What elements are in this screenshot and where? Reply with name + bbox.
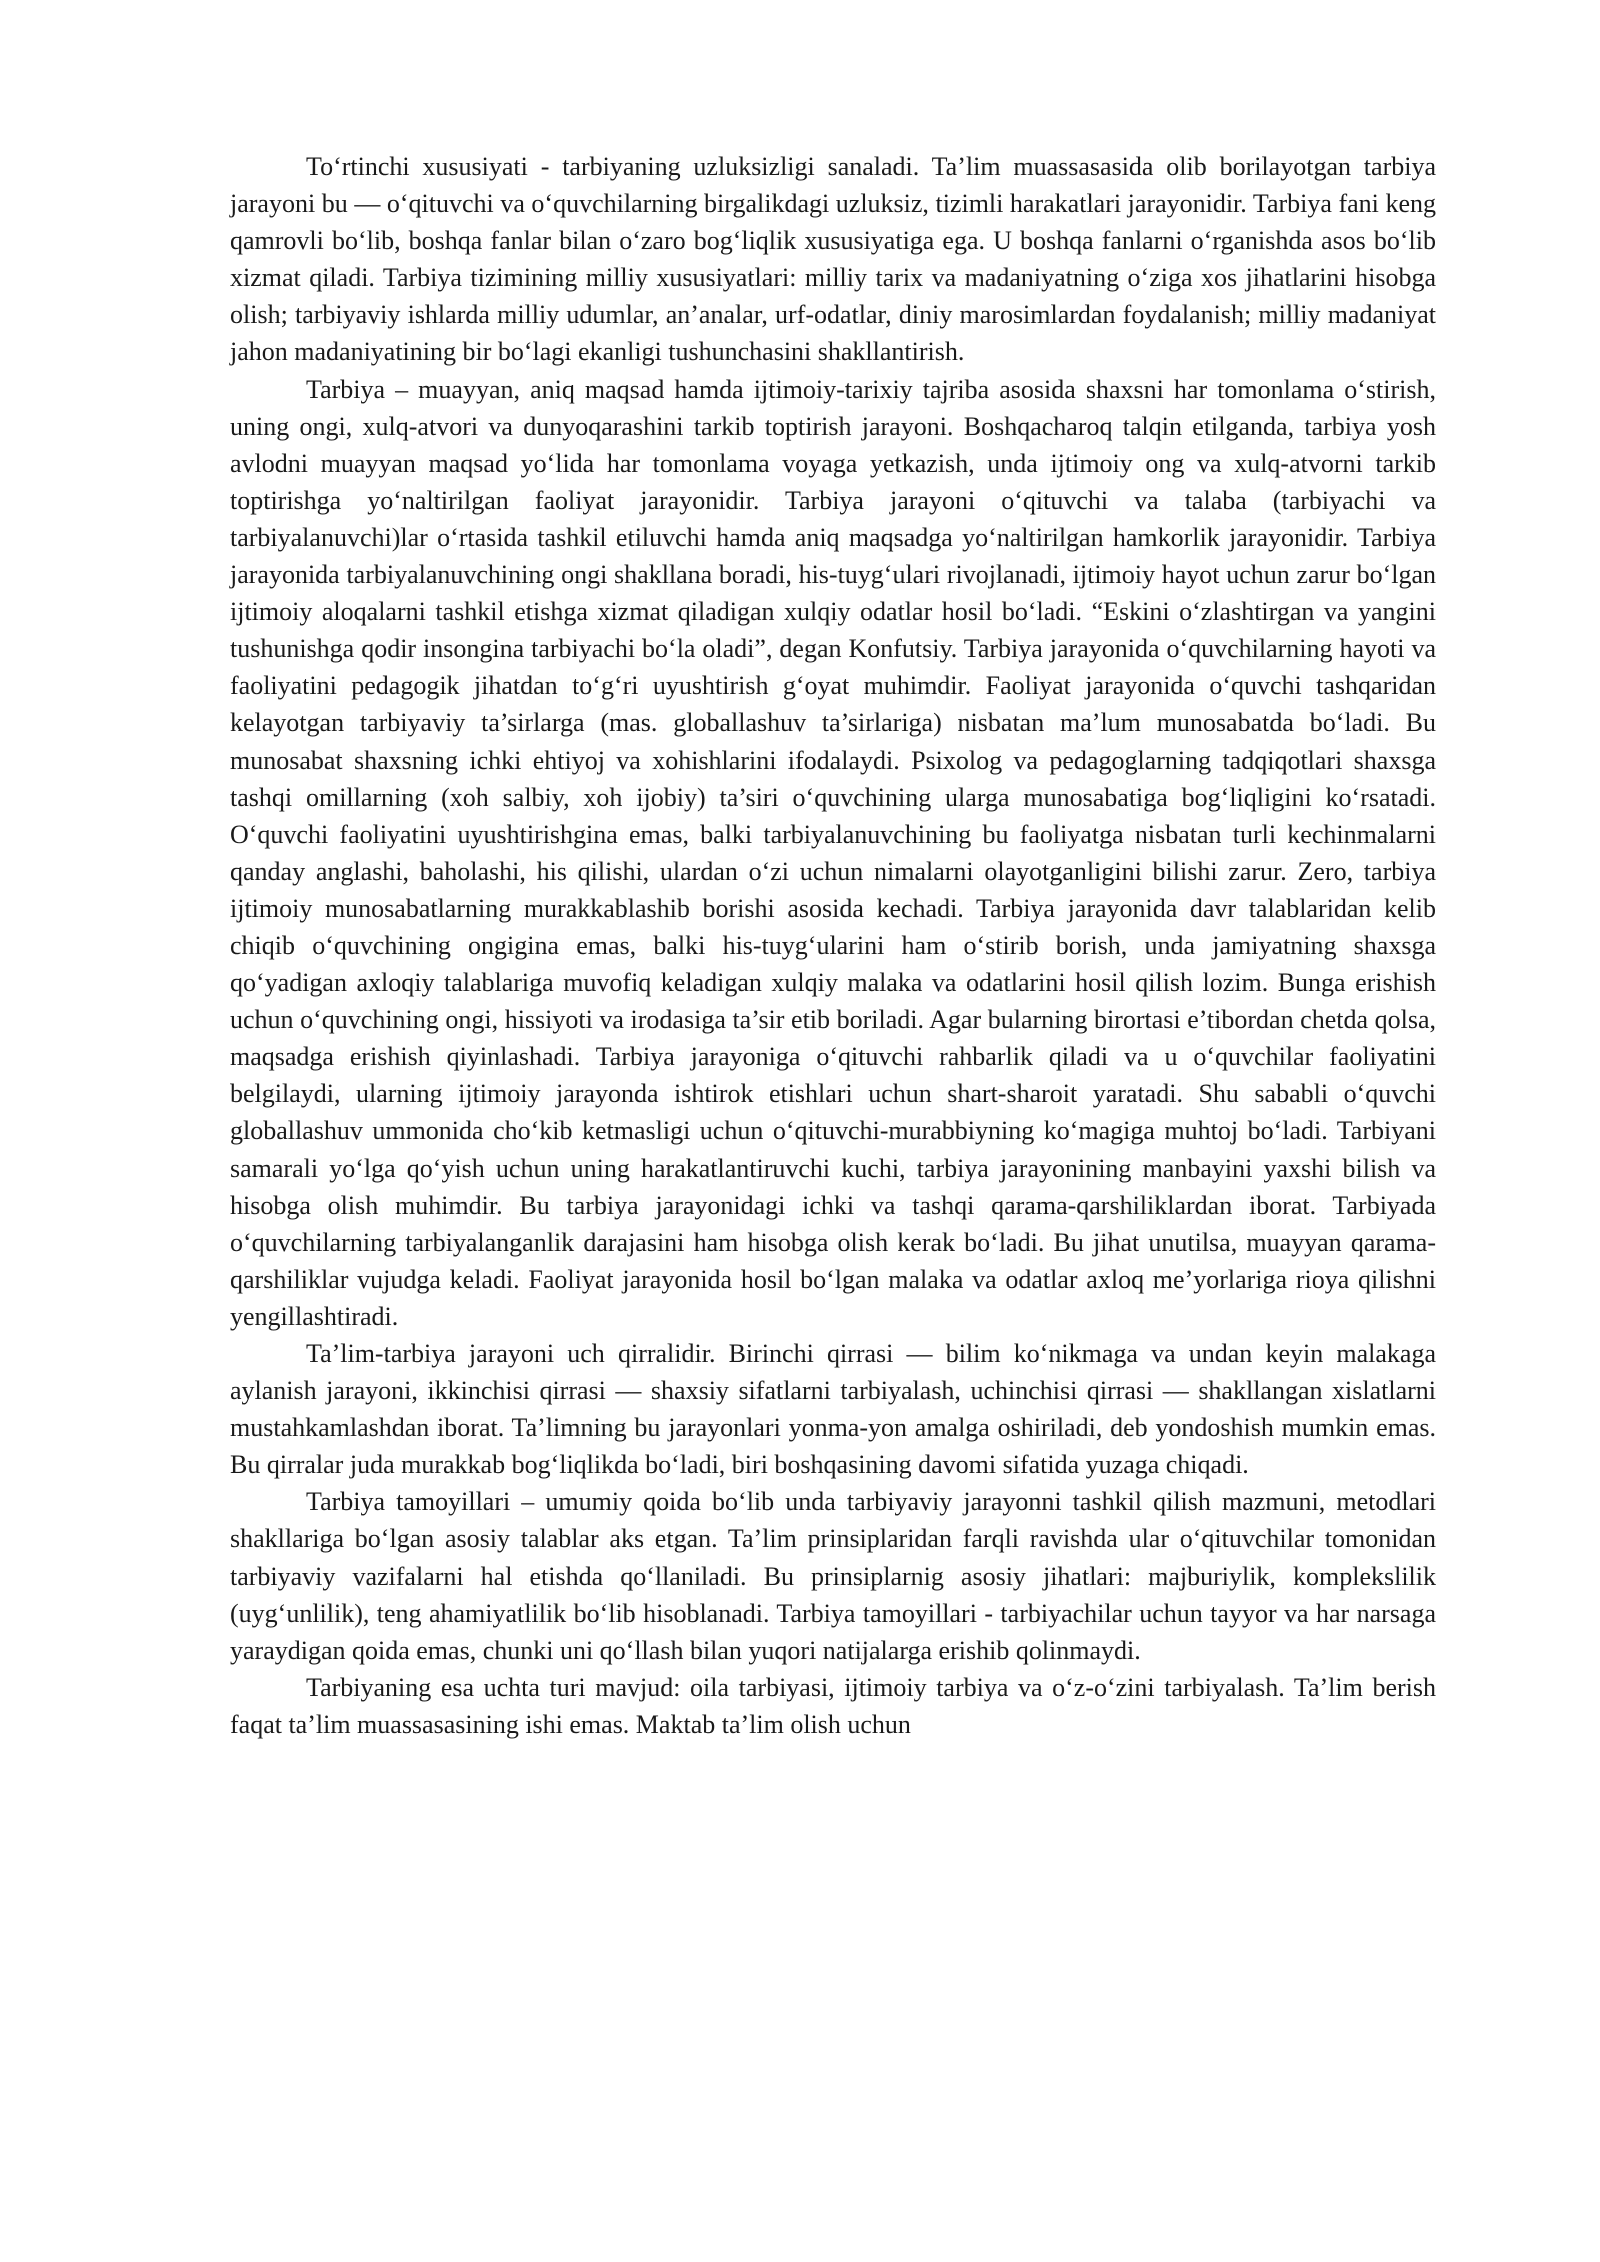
paragraph-1: To‘rtinchi xususiyati - tarbiyaning uzluksizligi sanaladi. Ta’lim muassasasida olib borilayotgan tarbiya jarayoni bu — o‘qituvchi va o‘quvchilarning birgalikdagi uzluksiz, tizimli harakatlari jarayonidir. Tarbiya fani keng qamrovli bo‘lib, boshqa fanlar bilan o‘zaro bog‘liqlik xususiyatiga ega. U boshqa fanlarni o‘rganishda asos bo‘lib xizmat qiladi. Tarbiya tizimining milliy xususiyatlari: milliy tarix va madaniyatning o‘ziga xos jihatlarini hisobga olish; tarbiyaviy ishlarda milliy udumlar, an’analar, urf-odatlar, diniy marosimlardan foydalanish; milliy madaniyat jahon madaniyatining bir bo‘lagi ekanligi tushunchasini shakllantirish.: [230, 152, 1436, 367]
paragraph-2: Tarbiya – muayyan, aniq maqsad hamda ijtimoiy-tarixiy tajriba asosida shaxsni har tomonlama o‘stirish, uning ongi, xulq-atvori va dunyoqarashini tarkib toptirish jarayoni. Boshqacharoq talqin etilganda, tarbiya yosh avlodni muayyan maqsad yo‘lida har tomonlama voyaga yetkazish, unda ijtimoiy ong va xulq-atvorni tarkib toptirishga yo‘naltirilgan faoliyat jarayonidir. Tarbiya jarayoni o‘qituvchi va talaba (tarbiyachi va tarbiyalanuvchi)lar o‘rtasida tashkil etiluvchi hamda aniq maqsadga yo‘naltirilgan hamkorlik jarayonidir. Tarbiya jarayonida tarbiyalanuvchining ongi shakllana boradi, his-tuyg‘ulari rivojlanadi, ijtimoiy hayot uchun zarur bo‘lgan ijtimoiy aloqalarni tashkil etishga xizmat qiladigan xulqiy odatlar hosil bo‘ladi. “Eskini o‘zlashtirgan va yangini tushunishga qodir insongina tarbiyachi bo‘la oladi”, degan Konfutsiy. Tarbiya jarayonida o‘quvchilarning hayoti va faoliyatini pedagogik jihatdan to‘g‘ri uyushtirish g‘oyat muhimdir. Faoliyat jarayonida o‘quvchi tashqaridan kelayotgan tarbiyaviy ta’sirlarga (mas. globallashuv ta’sirlariga) nisbatan ma’lum munosabatda bo‘ladi. Bu munosabat shaxsning ichki ehtiyoj va xohishlarini ifodalaydi. Psixolog va pedagoglarning tadqiqotlari shaxsga tashqi omillarning (xoh salbiy, xoh ijobiy) ta’siri o‘quvchining ularga munosabatiga bog‘liqligini ko‘rsatadi. O‘quvchi faoliyatini uyushtirishgina emas, balki tarbiyalanuvchining bu faoliyatga nisbatan turli kechinmalarni qanday anglashi, baholashi, his qilishi, ulardan o‘zi uchun nimalarni olayotganligini bilishi zarur. Zero, tarbiya ijtimoiy munosabatlarning murakkablashib borishi asosida kechadi. Tarbiya jarayonida davr talablaridan kelib chiqib o‘quvchining ongigina emas, balki his-tuyg‘ularini ham o‘stirib borish, unda jamiyatning shaxsga qo‘yadigan axloqiy talablariga muvofiq keladigan xulqiy malaka va odatlarini hosil qilish lozim. Bunga erishish uchun o‘quvchining ongi, hissiyoti va irodasiga ta’sir etib boriladi. Agar bularning birortasi e’tibordan chetda qolsa, maqsadga erishish qiyinlashadi. Tarbiya jarayoniga o‘qituvchi rahbarlik qiladi va u o‘quvchilar faoliyatini belgilaydi, ularning ijtimoiy jarayonda ishtirok etishlari uchun shart-sharoit yaratadi. Shu sababli o‘quvchi globallashuv ummonida cho‘kib ketmasligi uchun o‘qituvchi-murabbiyning ko‘magiga muhtoj bo‘ladi. Tarbiyani samarali yo‘lga qo‘yish uchun uning harakatlantiruvchi kuchi, tarbiya jarayonining manbayini yaxshi bilish va hisobga olish muhimdir. Bu tarbiya jarayonidagi ichki va tashqi qarama-qarshiliklardan iborat. Tarbiyada o‘quvchilarning tarbiyalanganlik darajasini ham hisobga olish kerak bo‘ladi. Bu jihat unutilsa, muayyan qarama-qarshiliklar vujudga keladi. Faoliyat jarayonida hosil bo‘lgan malaka va odatlar axloq me’yorlariga rioya qilishni yengillashtiradi.: [230, 374, 1436, 1331]
paragraph-5: Tarbiyaning esa uchta turi mavjud: oila tarbiyasi, ijtimoiy tarbiya va o‘z-o‘zini tarbiyalash. Ta’lim berish faqat ta’lim muassasasining ishi emas. Maktab ta’lim olish uchun: [230, 1672, 1436, 1739]
document-body: [230, 148, 1436, 1743]
paragraph-4: Tarbiya tamoyillari – umumiy qoida bo‘lib unda tarbiyaviy jarayonni tashkil qilish mazmuni, metodlari shakllariga bo‘lgan asosiy talablar aks etgan. Ta’lim prinsiplaridan farqli ravishda ular o‘qituvchilar tomonidan tarbiyaviy vazifalarni hal etishda qo‘llaniladi. Bu prinsiplarnig asosiy jihatlari: majburiylik, komplekslilik (uyg‘unlilik), teng ahamiyatlilik bo‘lib hisoblanadi. Tarbiya tamoyillari - tarbiyachilar uchun tayyor va har narsaga yaraydigan qoida emas, chunki uni qo‘llash bilan yuqori natijalarga erishib qolinmaydi.: [230, 1487, 1436, 1665]
paragraph-3: Ta’lim-tarbiya jarayoni uch qirralidir. Birinchi qirrasi — bilim ko‘nikmaga va undan keyin malakaga aylanish jarayoni, ikkinchisi qirrasi — shaxsiy sifatlarni tarbiyalash, uchinchisi qirrasi — shakllangan xislatlarni mustahkamlashdan iborat. Ta’limning bu jarayonlari yonma-yon amalga oshiriladi, deb yondoshish mumkin emas. Bu qirralar juda murakkab bog‘liqlikda bo‘ladi, biri boshqasining davomi sifatida yuzaga chiqadi.: [230, 1339, 1436, 1480]
